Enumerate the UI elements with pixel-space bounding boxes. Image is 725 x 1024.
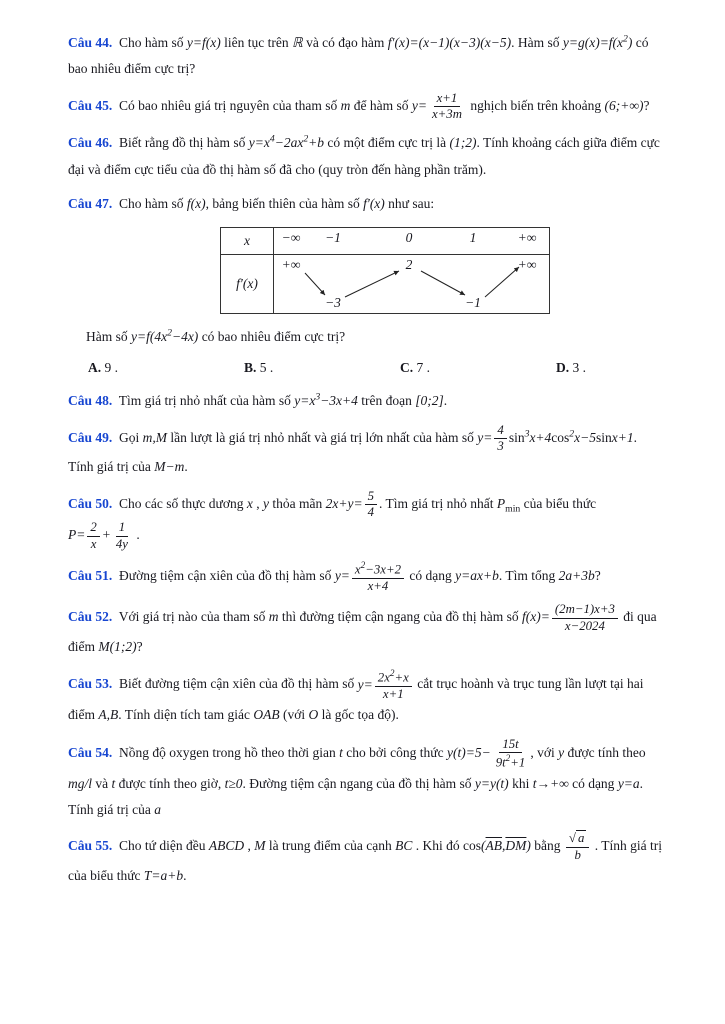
math-expression: y= $\frac{x^2-3x+2}{x+4}$ <box>335 568 406 583</box>
question-46 <box>68 130 663 183</box>
math-expression: 2a+3b <box>558 568 595 584</box>
question-text: Câu 45. Có bao nhiêu giá trị nguyên của tham số m để hàm số y= $\frac{x+1}{x+3m}$ nghịch biến trên khoảng (6;+∞)? <box>68 90 650 122</box>
curve-value: −3 <box>325 295 341 311</box>
math-expression: y=y(t) <box>474 775 509 791</box>
fraction: $\frac{2}{x}$ <box>87 520 99 552</box>
math-expression: a <box>154 802 161 818</box>
math-expression: y <box>263 495 270 511</box>
question-text: Câu 55. Cho tứ diện đều ABCD , M là trung điểm của cạnh BC . Khi đó $\cos(\overline{AB},\overline{DM})$ bằng $\frac{√ a}{b}$ . Tính giá trị của biểu thức T=a+b. <box>68 831 662 884</box>
math-expression: M−m <box>154 459 185 475</box>
option-letter: C. <box>400 359 414 375</box>
math-expression: O <box>308 707 319 723</box>
fraction: $\frac{1}{4y}$ <box>115 520 128 551</box>
question-label: Câu 48. <box>68 393 113 409</box>
question-text: Câu 54. Nồng độ oxygen trong hồ theo thời gian t cho bởi công thức y(t)=5− $\frac{15t}{9t^2+1}$ , với y được tính theo mg/l và t được tính theo giờ, t≥0. Đường tiệm cận ngang của đồ thị hàm số y=y(t) khi t→+∞ có dạng y=a. Tính giá trị của a <box>68 736 646 818</box>
question-44 <box>68 30 663 83</box>
math-expression: [0;2] <box>415 393 444 409</box>
question-text: Câu 53. Biết đường tiệm cận xiên của đồ thị hàm số y= $\frac{2x^2+x}{x+1}$ cắt trục hoành và trục tung lần lượt tại hai điểm A,B. Tính diện tích tam giác OAB (với O là gốc tọa độ). <box>68 668 644 723</box>
answer-options <box>88 355 663 381</box>
x-value: −∞ <box>281 230 301 246</box>
math-expression: P= $\frac{2}{x}$ + $\frac{1}{4y}$ <box>68 527 133 542</box>
math-expression: m <box>268 609 279 625</box>
math-expression: y <box>558 744 565 760</box>
fraction: $\frac{5}{4}$ <box>365 489 377 521</box>
math-expression: (6;+∞) <box>604 97 644 113</box>
math-expression: $y=x^4-2ax^2+b$ <box>248 133 325 151</box>
option-A: A. 9 . <box>88 359 118 375</box>
curve-value: 2 <box>405 257 413 273</box>
variation-table-fprime-row <box>221 255 549 313</box>
math-expression: (1;2) <box>449 135 477 151</box>
math-expression: 2x+y= $\frac{5}{4}$ <box>326 496 379 511</box>
question-label: Câu 49. <box>68 429 113 445</box>
math-expression: M(1;2) <box>98 639 137 655</box>
math-expression: f′(x) <box>363 196 385 212</box>
math-expression: $\cos(\overline{AB},\overline{DM})$ <box>463 838 531 854</box>
math-expression: M <box>254 838 266 854</box>
math-expression: mg/l <box>68 775 93 791</box>
math-expression: y=f(x) <box>186 35 221 50</box>
curve-value: −1 <box>465 295 481 311</box>
math-expression: t≥0 <box>224 775 243 791</box>
question-53 <box>68 668 663 728</box>
question-54 <box>68 737 663 824</box>
question-51 <box>68 560 663 594</box>
math-expression: y= $\frac{4}{3}$ $\sin^3x+4\cos^2x-5\sin x+1$ <box>477 422 634 453</box>
question-48 <box>68 388 663 414</box>
math-expression: m,M <box>142 429 168 445</box>
math-expression: ABCD <box>208 838 245 854</box>
question-text: Câu 47. Cho hàm số f(x), bảng biến thiên của hàm số f′(x) như sau: <box>68 196 435 212</box>
math-expression: m <box>340 97 351 113</box>
fraction: $\frac{x^2-3x+2}{x+4}$ <box>352 560 404 594</box>
question-list <box>68 30 663 890</box>
question-label: Câu 51. <box>68 568 113 584</box>
sqrt-radical: √ a <box>568 831 585 846</box>
x-value: +∞ <box>517 230 537 246</box>
fraction: $\frac{15t}{9t^2+1}$ <box>495 736 526 770</box>
math-expression <box>564 831 591 862</box>
option-C: C. 7 . <box>400 359 430 375</box>
question-50 <box>68 489 663 553</box>
math-expression: x <box>246 495 253 511</box>
math-expression: BC <box>395 838 413 854</box>
fprime-row-header: f′(x) <box>221 255 274 313</box>
vector-bar: $\overline{AB}$ <box>485 838 503 854</box>
question-label: Câu 46. <box>68 135 113 151</box>
option-B: B. 5 . <box>244 359 274 375</box>
question-subtext: Hàm số $y=f(4x^2-4x)$ có bao nhiêu điểm cực trị? <box>86 327 346 345</box>
question-label: Câu 47. <box>68 196 113 212</box>
question-55 <box>68 831 663 889</box>
question-label: Câu 55. <box>68 838 113 854</box>
math-expression: y= $\frac{2x^2+x}{x+1}$ <box>358 677 414 692</box>
question-label: Câu 53. <box>68 676 113 692</box>
question-label: Câu 44. <box>68 35 113 50</box>
variation-arrows <box>221 255 549 313</box>
curve-value: +∞ <box>517 257 537 273</box>
question-text: Câu 44. Cho hàm số y=f(x) liên tục trên ℝ và có đạo hàm f′(x)=(x−1)(x−3)(x−5). Hàm số $y=g(x)=f(x^2)$ có bao nhiêu điểm cực trị? <box>68 33 649 77</box>
fraction: $\frac{√ a}{b}$ <box>566 831 589 863</box>
question-text: Câu 51. Đường tiệm cận xiên của đồ thị hàm số y= $\frac{x^2-3x+2}{x+4}$ có dạng y=ax+b. Tìm tổng 2a+3b? <box>68 560 601 593</box>
math-expression: t <box>339 744 343 760</box>
option-D: D. 3 . <box>556 359 586 375</box>
x-value: −1 <box>325 230 341 246</box>
question-label: Câu 45. <box>68 97 113 113</box>
math-expression: $y=x^3-3x+4$ <box>294 391 358 409</box>
question-47 <box>68 191 663 380</box>
math-expression: y=a <box>617 775 640 791</box>
math-expression: $P_{min}$ <box>496 495 521 515</box>
math-expression: OAB <box>253 707 280 723</box>
math-expression: T=a+b <box>143 868 184 884</box>
option-letter: B. <box>244 359 257 375</box>
fraction: $\frac{(2m-1)x+3}{x-2024}$ <box>552 602 618 634</box>
option-letter: A. <box>88 359 102 375</box>
question-45 <box>68 91 663 123</box>
fraction: $\frac{4}{3}$ <box>494 423 506 455</box>
question-52 <box>68 602 663 660</box>
question-text: Câu 50. Cho các số thực dương x , y thỏa mãn 2x+y= $\frac{5}{4}$ . Tìm giá trị nhỏ nhất $P_{min}$ của biểu thức P= $\frac{2}{x}$ + $\frac{1}{4y}$ . <box>68 488 597 551</box>
question-text: Câu 52. Với giá trị nào của tham số m thì đường tiệm cận ngang của đồ thị hàm số f(x)= $\frac{(2m-1)x+3}{x-2024}$ đi qua điểm M(1;2)? <box>68 602 657 655</box>
option-letter: D. <box>556 359 570 375</box>
math-expression: $y=g(x)=f(x^2)$ <box>562 33 633 50</box>
variation-table <box>220 227 550 314</box>
variation-table-x-row <box>221 228 549 255</box>
question-text: Câu 48. Tìm giá trị nhỏ nhất của hàm số $y=x^3-3x+4$ trên đoạn [0;2]. <box>68 391 448 409</box>
fraction: $\frac{2x^2+x}{x+1}$ <box>375 668 412 702</box>
question-label: Câu 54. <box>68 744 113 760</box>
math-expression: y=ax+b <box>455 568 499 584</box>
question-text: Câu 46. Biết rằng đồ thị hàm số $y=x^4-2ax^2+b$ có một điểm cực trị là (1;2). Tính khoảng cách giữa điểm cực đại và điểm cực tiểu của đồ thị hàm số đã cho (quy tròn đến hàng phần trăm). <box>68 133 660 177</box>
math-expression: t <box>111 775 116 791</box>
math-expression: f(x) <box>186 196 206 212</box>
curve-value: +∞ <box>281 257 301 273</box>
math-expression: f′(x)=(x−1)(x−3)(x−5) <box>387 35 512 50</box>
fraction: $\frac{x+1}{x+3m}$ <box>431 90 462 122</box>
x-value: 0 <box>405 230 413 246</box>
x-value: 1 <box>469 230 477 246</box>
math-expression: y(t)=5− $\frac{15t}{9t^2+1}$ <box>447 745 530 760</box>
math-expression: ℝ <box>291 35 303 50</box>
question-text: Câu 49. Gọi m,M lần lượt là giá trị nhỏ nhất và giá trị lớn nhất của hàm số y= $\frac{4}{3}$ $\sin^3x+4\cos^2x-5\sin x+1$. Tính giá trị của M−m. <box>68 422 638 475</box>
math-expression: A,B <box>98 707 119 723</box>
vector-bar: $\overline{DM}$ <box>505 838 527 854</box>
math-expression: f(x)= $\frac{(2m-1)x+3}{x-2024}$ <box>522 609 620 624</box>
x-row-header: x <box>221 228 274 254</box>
question-49 <box>68 423 663 481</box>
math-expression: t→+∞ <box>532 775 569 791</box>
question-label: Câu 50. <box>68 495 113 511</box>
math-expression: $y=f(4x^2-4x)$ <box>131 327 199 345</box>
math-expression: y= $\frac{x+1}{x+3m}$ <box>412 98 467 113</box>
question-label: Câu 52. <box>68 609 113 625</box>
